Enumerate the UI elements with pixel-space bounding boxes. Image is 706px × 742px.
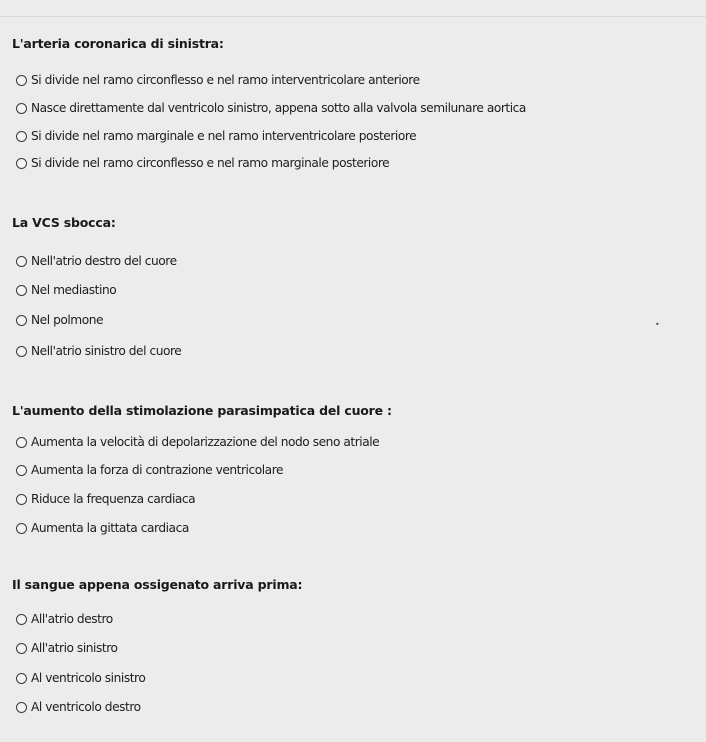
question-title: L'aumento della stimolazione parasimpatica del cuore : [12,403,392,418]
answer-option[interactable] [16,153,389,173]
answer-option[interactable] [16,489,195,509]
option-label: Nel polmone [31,313,104,327]
question-title: L'arteria coronarica di sinistra: [12,36,224,51]
radio-button[interactable] [16,131,27,142]
option-label: Nel mediastino [31,283,117,297]
answer-option[interactable] [16,638,118,658]
radio-button[interactable] [16,103,27,114]
option-label: Al ventricolo destro [31,700,141,714]
option-label: Nell'atrio sinistro del cuore [31,344,182,358]
radio-button[interactable] [16,465,27,476]
radio-button[interactable] [16,673,27,684]
radio-button[interactable] [16,523,27,534]
answer-option[interactable] [16,609,113,629]
option-label: All'atrio destro [31,612,113,626]
answer-option[interactable] [16,126,416,146]
question-title: La VCS sbocca: [12,215,116,230]
stray-mark: • [655,320,660,329]
answer-option[interactable] [16,251,177,271]
option-label: Riduce la frequenza cardiaca [31,492,196,506]
answer-option[interactable] [16,460,283,480]
radio-button[interactable] [16,285,27,296]
answer-option[interactable] [16,280,116,300]
option-label: All'atrio sinistro [31,641,118,655]
answer-option[interactable] [16,668,145,688]
radio-button[interactable] [16,494,27,505]
option-label: Si divide nel ramo marginale e nel ramo interventricolare posteriore [31,129,417,143]
answer-option[interactable] [16,518,189,538]
option-label: Aumenta la velocità di depolarizzazione del nodo seno atriale [31,435,380,449]
radio-button[interactable] [16,315,27,326]
radio-button[interactable] [16,614,27,625]
radio-button[interactable] [16,158,27,169]
option-label: Si divide nel ramo circonflesso e nel ramo interventricolare anteriore [31,73,420,87]
radio-button[interactable] [16,346,27,357]
answer-option[interactable] [16,697,141,717]
option-label: Al ventricolo sinistro [31,671,146,685]
option-label: Nell'atrio destro del cuore [31,254,177,268]
radio-button[interactable] [16,643,27,654]
radio-button[interactable] [16,437,27,448]
option-label: Si divide nel ramo circonflesso e nel ramo marginale posteriore [31,156,390,170]
radio-button[interactable] [16,75,27,86]
option-label: Aumenta la gittata cardiaca [31,521,189,535]
answer-option[interactable] [16,98,526,118]
answer-option[interactable] [16,432,379,452]
radio-button[interactable] [16,256,27,267]
answer-option[interactable] [16,70,420,90]
question-title: Il sangue appena ossigenato arriva prima: [12,577,303,592]
option-label: Aumenta la forza di contrazione ventricolare [31,463,284,477]
answer-option[interactable] [16,341,181,361]
answer-option[interactable] [16,310,103,330]
option-label: Nasce direttamente dal ventricolo sinistro, appena sotto alla valvola semilunare aortica [31,101,526,115]
radio-button[interactable] [16,702,27,713]
